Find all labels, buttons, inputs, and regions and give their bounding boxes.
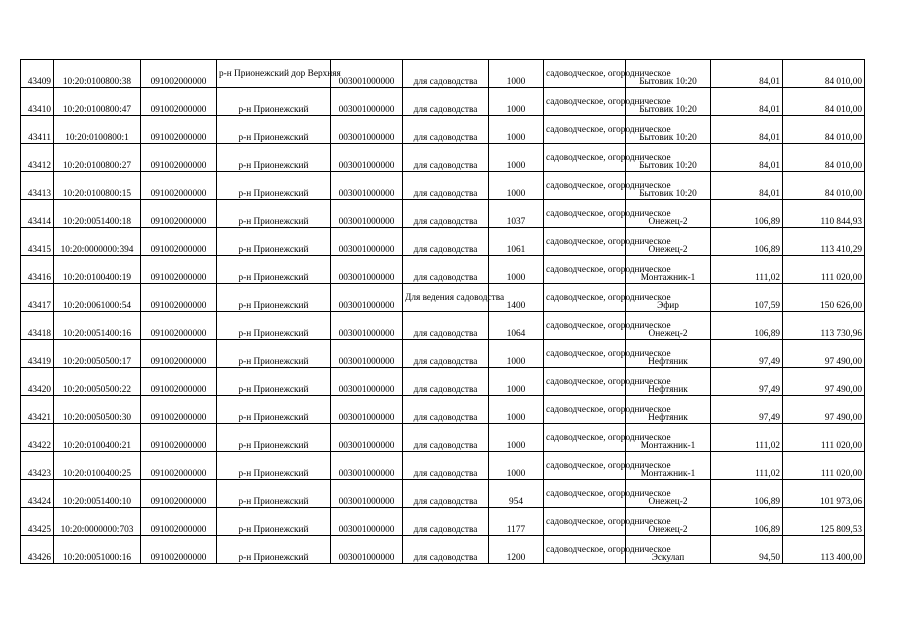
- association-name-cell: Бытовик 10:20: [626, 172, 711, 200]
- permitted-use-cell: для садоводства: [403, 172, 489, 200]
- oktmo-code-cell: 091002000000: [141, 536, 217, 564]
- association-name-cell: Бытовик 10:20: [626, 60, 711, 88]
- table-row: [21, 172, 865, 200]
- category-code-cell: 003001000000: [331, 424, 403, 452]
- cadastral-value-cell: 97 490,00: [783, 368, 865, 396]
- table-row: [21, 480, 865, 508]
- use-type-cell: садоводческое, огородническое: [544, 88, 626, 116]
- location-cell: р-н Прионежский: [217, 256, 331, 284]
- specific-value-cell: 94,50: [711, 536, 783, 564]
- category-code-cell: 003001000000: [331, 200, 403, 228]
- area-cell: 1000: [489, 172, 544, 200]
- category-code-cell: 003001000000: [331, 536, 403, 564]
- cadastral-number-cell: 10:20:0051400:16: [54, 312, 141, 340]
- cadastral-number-cell: 10:20:0100800:47: [54, 88, 141, 116]
- cadastral-number-cell: 10:20:0000000:394: [54, 228, 141, 256]
- oktmo-code-cell: 091002000000: [141, 172, 217, 200]
- association-name-cell: Бытовик 10:20: [626, 144, 711, 172]
- cadastral-number-cell: 10:20:0050500:17: [54, 340, 141, 368]
- specific-value-cell: 84,01: [711, 116, 783, 144]
- oktmo-code-cell: 091002000000: [141, 284, 217, 312]
- area-cell: 954: [489, 480, 544, 508]
- cadastral-value-cell: 150 626,00: [783, 284, 865, 312]
- area-cell: 1000: [489, 144, 544, 172]
- cadastral-value-cell: 125 809,53: [783, 508, 865, 536]
- permitted-use-cell: для садоводства: [403, 228, 489, 256]
- cadastral-value-cell: 110 844,93: [783, 200, 865, 228]
- specific-value-cell: 107,59: [711, 284, 783, 312]
- area-cell: 1000: [489, 368, 544, 396]
- oktmo-code-cell: 091002000000: [141, 368, 217, 396]
- oktmo-code-cell: 091002000000: [141, 144, 217, 172]
- cadastral-number-cell: 10:20:0061000:54: [54, 284, 141, 312]
- specific-value-cell: 97,49: [711, 340, 783, 368]
- oktmo-code-cell: 091002000000: [141, 312, 217, 340]
- cadastral-number-cell: 10:20:0050500:30: [54, 396, 141, 424]
- association-name-cell: Онежец-2: [626, 200, 711, 228]
- location-cell: р-н Прионежский: [217, 144, 331, 172]
- table-row: [21, 116, 865, 144]
- row-number-cell: 43410: [21, 88, 54, 116]
- location-cell: р-н Прионежский: [217, 452, 331, 480]
- specific-value-cell: 111,02: [711, 452, 783, 480]
- location-cell: р-н Прионежский: [217, 536, 331, 564]
- oktmo-code-cell: 091002000000: [141, 396, 217, 424]
- permitted-use-cell: для садоводства: [403, 340, 489, 368]
- association-name-cell: Онежец-2: [626, 480, 711, 508]
- row-number-cell: 43420: [21, 368, 54, 396]
- cadastral-value-cell: 113 730,96: [783, 312, 865, 340]
- oktmo-code-cell: 091002000000: [141, 200, 217, 228]
- category-code-cell: 003001000000: [331, 508, 403, 536]
- location-cell: р-н Прионежский: [217, 312, 331, 340]
- cadastral-value-cell: 84 010,00: [783, 116, 865, 144]
- row-number-cell: 43423: [21, 452, 54, 480]
- permitted-use-cell: для садоводства: [403, 424, 489, 452]
- land-plots-table: [20, 59, 865, 564]
- cadastral-number-cell: 10:20:0050500:22: [54, 368, 141, 396]
- table-row: [21, 396, 865, 424]
- oktmo-code-cell: 091002000000: [141, 508, 217, 536]
- oktmo-code-cell: 091002000000: [141, 452, 217, 480]
- row-number-cell: 43412: [21, 144, 54, 172]
- location-cell: р-н Прионежский: [217, 424, 331, 452]
- cadastral-number-cell: 10:20:0051000:16: [54, 536, 141, 564]
- use-type-cell: садоводческое, огородническое: [544, 144, 626, 172]
- location-cell: р-н Прионежский: [217, 88, 331, 116]
- permitted-use-cell: для садоводства: [403, 536, 489, 564]
- location-cell: р-н Прионежский дор Верхняя: [217, 60, 331, 88]
- oktmo-code-cell: 091002000000: [141, 480, 217, 508]
- category-code-cell: 003001000000: [331, 312, 403, 340]
- permitted-use-cell: для садоводства: [403, 396, 489, 424]
- row-number-cell: 43417: [21, 284, 54, 312]
- category-code-cell: 003001000000: [331, 340, 403, 368]
- use-type-cell: садоводческое, огородническое: [544, 228, 626, 256]
- use-type-cell: садоводческое, огородническое: [544, 480, 626, 508]
- table-row: [21, 88, 865, 116]
- specific-value-cell: 97,49: [711, 396, 783, 424]
- oktmo-code-cell: 091002000000: [141, 256, 217, 284]
- association-name-cell: Бытовик 10:20: [626, 116, 711, 144]
- specific-value-cell: 106,89: [711, 508, 783, 536]
- cadastral-value-cell: 97 490,00: [783, 340, 865, 368]
- location-cell: р-н Прионежский: [217, 284, 331, 312]
- cadastral-value-cell: 113 410,29: [783, 228, 865, 256]
- row-number-cell: 43419: [21, 340, 54, 368]
- area-cell: 1000: [489, 116, 544, 144]
- use-type-cell: садоводческое, огородническое: [544, 368, 626, 396]
- oktmo-code-cell: 091002000000: [141, 116, 217, 144]
- cadastral-value-cell: 113 400,00: [783, 536, 865, 564]
- location-cell: р-н Прионежский: [217, 368, 331, 396]
- specific-value-cell: 97,49: [711, 368, 783, 396]
- use-type-cell: садоводческое, огородническое: [544, 116, 626, 144]
- location-cell: р-н Прионежский: [217, 508, 331, 536]
- area-cell: 1000: [489, 256, 544, 284]
- permitted-use-cell: для садоводства: [403, 508, 489, 536]
- row-number-cell: 43424: [21, 480, 54, 508]
- table-row: [21, 144, 865, 172]
- use-type-cell: садоводческое, огородническое: [544, 256, 626, 284]
- specific-value-cell: 106,89: [711, 312, 783, 340]
- specific-value-cell: 84,01: [711, 88, 783, 116]
- permitted-use-cell: для садоводства: [403, 452, 489, 480]
- location-cell: р-н Прионежский: [217, 228, 331, 256]
- table-row: [21, 312, 865, 340]
- use-type-cell: садоводческое, огородническое: [544, 508, 626, 536]
- area-cell: 1000: [489, 88, 544, 116]
- use-type-cell: садоводческое, огородническое: [544, 312, 626, 340]
- category-code-cell: 003001000000: [331, 480, 403, 508]
- area-cell: 1061: [489, 228, 544, 256]
- cadastral-value-cell: 84 010,00: [783, 172, 865, 200]
- row-number-cell: 43421: [21, 396, 54, 424]
- permitted-use-cell: для садоводства: [403, 312, 489, 340]
- area-cell: 1000: [489, 340, 544, 368]
- row-number-cell: 43409: [21, 60, 54, 88]
- permitted-use-cell: для садоводства: [403, 256, 489, 284]
- location-cell: р-н Прионежский: [217, 172, 331, 200]
- table-body: [21, 60, 865, 564]
- oktmo-code-cell: 091002000000: [141, 60, 217, 88]
- permitted-use-cell: для садоводства: [403, 368, 489, 396]
- association-name-cell: Онежец-2: [626, 228, 711, 256]
- cadastral-value-cell: 84 010,00: [783, 144, 865, 172]
- association-name-cell: Бытовик 10:20: [626, 88, 711, 116]
- association-name-cell: Эфир: [626, 284, 711, 312]
- cadastral-value-cell: 97 490,00: [783, 396, 865, 424]
- oktmo-code-cell: 091002000000: [141, 88, 217, 116]
- specific-value-cell: 106,89: [711, 480, 783, 508]
- cadastral-number-cell: 10:20:0100400:19: [54, 256, 141, 284]
- table-row: [21, 256, 865, 284]
- specific-value-cell: 84,01: [711, 60, 783, 88]
- cadastral-number-cell: 10:20:0100800:1: [54, 116, 141, 144]
- location-cell: р-н Прионежский: [217, 340, 331, 368]
- use-type-cell: садоводческое, огородническое: [544, 424, 626, 452]
- cadastral-value-cell: 101 973,06: [783, 480, 865, 508]
- cadastral-number-cell: 10:20:0051400:18: [54, 200, 141, 228]
- table-row: [21, 508, 865, 536]
- table-row: [21, 452, 865, 480]
- cadastral-number-cell: 10:20:0100800:15: [54, 172, 141, 200]
- row-number-cell: 43411: [21, 116, 54, 144]
- category-code-cell: 003001000000: [331, 144, 403, 172]
- table-row: [21, 284, 865, 312]
- specific-value-cell: 84,01: [711, 144, 783, 172]
- permitted-use-cell: для садоводства: [403, 144, 489, 172]
- category-code-cell: 003001000000: [331, 284, 403, 312]
- row-number-cell: 43425: [21, 508, 54, 536]
- category-code-cell: 003001000000: [331, 368, 403, 396]
- area-cell: 1000: [489, 60, 544, 88]
- row-number-cell: 43422: [21, 424, 54, 452]
- cadastral-number-cell: 10:20:0051400:10: [54, 480, 141, 508]
- table-row: [21, 536, 865, 564]
- oktmo-code-cell: 091002000000: [141, 424, 217, 452]
- association-name-cell: Монтажник-1: [626, 424, 711, 452]
- category-code-cell: 003001000000: [331, 116, 403, 144]
- use-type-cell: садоводческое, огородническое: [544, 396, 626, 424]
- cadastral-number-cell: 10:20:0000000:703: [54, 508, 141, 536]
- use-type-cell: садоводческое, огородническое: [544, 536, 626, 564]
- use-type-cell: садоводческое, огородническое: [544, 60, 626, 88]
- permitted-use-cell: для садоводства: [403, 480, 489, 508]
- cadastral-number-cell: 10:20:0100400:21: [54, 424, 141, 452]
- area-cell: 1037: [489, 200, 544, 228]
- location-cell: р-н Прионежский: [217, 396, 331, 424]
- cadastral-number-cell: 10:20:0100400:25: [54, 452, 141, 480]
- specific-value-cell: 106,89: [711, 228, 783, 256]
- row-number-cell: 43414: [21, 200, 54, 228]
- category-code-cell: 003001000000: [331, 228, 403, 256]
- permitted-use-cell: для садоводства: [403, 116, 489, 144]
- category-code-cell: 003001000000: [331, 88, 403, 116]
- use-type-cell: садоводческое, огородническое: [544, 284, 626, 312]
- location-cell: р-н Прионежский: [217, 200, 331, 228]
- cadastral-number-cell: 10:20:0100800:38: [54, 60, 141, 88]
- specific-value-cell: 111,02: [711, 424, 783, 452]
- location-cell: р-н Прионежский: [217, 480, 331, 508]
- row-number-cell: 43416: [21, 256, 54, 284]
- category-code-cell: 003001000000: [331, 60, 403, 88]
- area-cell: 1064: [489, 312, 544, 340]
- association-name-cell: Нефтяник: [626, 368, 711, 396]
- cadastral-number-cell: 10:20:0100800:27: [54, 144, 141, 172]
- table-row: [21, 228, 865, 256]
- area-cell: 1200: [489, 536, 544, 564]
- table-row: [21, 368, 865, 396]
- permitted-use-cell: для садоводства: [403, 60, 489, 88]
- category-code-cell: 003001000000: [331, 396, 403, 424]
- permitted-use-cell: Для ведения садоводства: [403, 284, 489, 312]
- category-code-cell: 003001000000: [331, 452, 403, 480]
- table-row: [21, 424, 865, 452]
- table-row: [21, 60, 865, 88]
- area-cell: 1177: [489, 508, 544, 536]
- row-number-cell: 43415: [21, 228, 54, 256]
- area-cell: 1000: [489, 396, 544, 424]
- table-row: [21, 340, 865, 368]
- oktmo-code-cell: 091002000000: [141, 340, 217, 368]
- association-name-cell: Эскулап: [626, 536, 711, 564]
- association-name-cell: Нефтяник: [626, 396, 711, 424]
- area-cell: 1400: [489, 284, 544, 312]
- cadastral-value-cell: 111 020,00: [783, 424, 865, 452]
- row-number-cell: 43418: [21, 312, 54, 340]
- specific-value-cell: 84,01: [711, 172, 783, 200]
- cadastral-value-cell: 111 020,00: [783, 256, 865, 284]
- permitted-use-cell: для садоводства: [403, 200, 489, 228]
- oktmo-code-cell: 091002000000: [141, 228, 217, 256]
- use-type-cell: садоводческое, огородническое: [544, 172, 626, 200]
- cadastral-value-cell: 111 020,00: [783, 452, 865, 480]
- permitted-use-cell: для садоводства: [403, 88, 489, 116]
- area-cell: 1000: [489, 424, 544, 452]
- cadastral-value-cell: 84 010,00: [783, 60, 865, 88]
- area-cell: 1000: [489, 452, 544, 480]
- association-name-cell: Онежец-2: [626, 312, 711, 340]
- use-type-cell: садоводческое, огородническое: [544, 200, 626, 228]
- use-type-cell: садоводческое, огородническое: [544, 340, 626, 368]
- specific-value-cell: 111,02: [711, 256, 783, 284]
- location-cell: р-н Прионежский: [217, 116, 331, 144]
- category-code-cell: 003001000000: [331, 256, 403, 284]
- use-type-cell: садоводческое, огородническое: [544, 452, 626, 480]
- cadastral-value-cell: 84 010,00: [783, 88, 865, 116]
- association-name-cell: Монтажник-1: [626, 452, 711, 480]
- association-name-cell: Монтажник-1: [626, 256, 711, 284]
- association-name-cell: Нефтяник: [626, 340, 711, 368]
- category-code-cell: 003001000000: [331, 172, 403, 200]
- specific-value-cell: 106,89: [711, 200, 783, 228]
- association-name-cell: Онежец-2: [626, 508, 711, 536]
- row-number-cell: 43413: [21, 172, 54, 200]
- row-number-cell: 43426: [21, 536, 54, 564]
- table-row: [21, 200, 865, 228]
